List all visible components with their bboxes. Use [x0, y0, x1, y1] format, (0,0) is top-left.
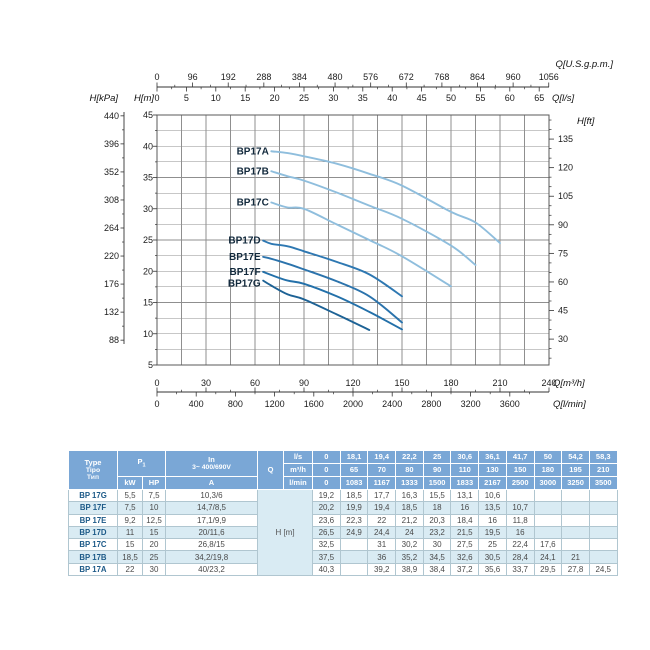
- head-value-8: 24,1: [534, 551, 562, 563]
- head-value-9: 21: [562, 551, 590, 563]
- svg-text:90: 90: [298, 378, 310, 388]
- hp-value: 7,5: [143, 490, 166, 502]
- head-value-0: 32,5: [313, 539, 341, 551]
- svg-text:0: 0: [154, 93, 160, 103]
- q-ls-6: 36,1: [479, 451, 507, 464]
- head-value-4: 34,5: [423, 551, 451, 563]
- kw-value: 18,5: [118, 551, 143, 563]
- svg-text:120: 120: [558, 162, 574, 173]
- svg-text:150: 150: [394, 378, 410, 388]
- head-value-9: [562, 502, 590, 514]
- svg-text:576: 576: [363, 72, 379, 82]
- q-lmin-0: 0: [313, 477, 341, 490]
- svg-text:45: 45: [558, 305, 569, 316]
- spec-row-bp-17g: [69, 490, 618, 502]
- q-m3h-4: 90: [423, 464, 451, 477]
- head-value-4: 23,2: [423, 526, 451, 538]
- svg-text:864: 864: [469, 72, 486, 82]
- hp-value: 25: [143, 551, 166, 563]
- q-m3h-10: 210: [589, 464, 617, 477]
- spec-row-bp-17e: [69, 514, 618, 526]
- q-ls-3: 22,2: [396, 451, 424, 464]
- head-value-7: 28,4: [506, 551, 534, 563]
- head-value-6: 16: [479, 514, 507, 526]
- head-value-4: 38,4: [423, 563, 451, 575]
- corner-type-header: Type Tipo Тип: [69, 451, 118, 490]
- head-value-3: 38,9: [396, 563, 424, 575]
- head-value-4: 30: [423, 539, 451, 551]
- axis-title-m: H[m]: [133, 93, 154, 104]
- svg-text:5: 5: [183, 93, 189, 103]
- svg-text:352: 352: [103, 166, 119, 177]
- svg-text:384: 384: [291, 72, 307, 82]
- head-value-1: [340, 539, 368, 551]
- q-ls-5: 30,6: [451, 451, 479, 464]
- svg-text:30: 30: [328, 93, 339, 103]
- q-ls-9: 54,2: [562, 451, 590, 464]
- head-value-10: [589, 514, 617, 526]
- head-value-0: 40,3: [313, 563, 341, 575]
- q-lmin-9: 3250: [562, 477, 590, 490]
- head-value-0: 37,5: [313, 551, 341, 563]
- head-value-1: 22,3: [340, 514, 368, 526]
- kw-value: 7,5: [118, 502, 143, 514]
- svg-text:400: 400: [188, 399, 204, 409]
- head-value-9: [562, 490, 590, 502]
- head-value-0: 26,5: [313, 526, 341, 538]
- head-value-6: 19,5: [479, 526, 507, 538]
- svg-text:288: 288: [256, 72, 272, 82]
- svg-text:25: 25: [298, 93, 310, 103]
- head-value-9: 27,8: [562, 563, 590, 575]
- svg-text:30: 30: [142, 203, 153, 214]
- head-value-3: 30,2: [396, 539, 424, 551]
- svg-text:176: 176: [103, 279, 119, 290]
- q-m3h-1: 65: [340, 464, 368, 477]
- svg-text:20: 20: [142, 266, 153, 277]
- svg-text:180: 180: [443, 378, 459, 388]
- svg-text:55: 55: [475, 93, 486, 103]
- pump-type: BP 17G: [69, 490, 118, 502]
- svg-text:1056: 1056: [538, 72, 559, 82]
- head-value-2: 31: [368, 539, 396, 551]
- hp-value: 30: [143, 563, 166, 575]
- svg-text:35: 35: [357, 93, 368, 103]
- kw-header: kW: [118, 477, 143, 490]
- head-value-2: 22: [368, 514, 396, 526]
- ampere-value: 14,7/8,5: [166, 502, 258, 514]
- hp-value: 12,5: [143, 514, 166, 526]
- chart-grid: [157, 115, 549, 365]
- svg-text:192: 192: [220, 72, 236, 82]
- svg-text:3600: 3600: [499, 399, 520, 409]
- pump-type: BP 17D: [69, 526, 118, 538]
- svg-text:1200: 1200: [264, 399, 285, 409]
- svg-text:960: 960: [505, 72, 521, 82]
- head-value-5: 16: [451, 502, 479, 514]
- curve-BP17D: [263, 241, 402, 297]
- head-value-7: 22,4: [506, 539, 534, 551]
- svg-text:75: 75: [558, 248, 569, 259]
- svg-text:105: 105: [558, 191, 574, 202]
- svg-text:25: 25: [142, 235, 153, 245]
- head-value-2: 19,4: [368, 502, 396, 514]
- head-value-9: [562, 514, 590, 526]
- head-value-2: 36: [368, 551, 396, 563]
- q-m3h-3: 80: [396, 464, 424, 477]
- svg-text:15: 15: [240, 93, 251, 103]
- ampere-value: 10,3/6: [166, 490, 258, 502]
- chart-axes: [104, 72, 573, 409]
- axis-title-ft: H[ft]: [577, 116, 595, 127]
- head-value-8: 17,6: [534, 539, 562, 551]
- q-lmin-8: 3000: [534, 477, 562, 490]
- svg-text:308: 308: [103, 194, 119, 205]
- unit-lmin: l/min: [284, 477, 313, 490]
- svg-text:480: 480: [327, 72, 343, 82]
- svg-text:240: 240: [541, 378, 557, 388]
- head-value-0: 19,2: [313, 490, 341, 502]
- head-value-8: [534, 514, 562, 526]
- pump-type: BP 17A: [69, 563, 118, 575]
- ampere-value: 26,8/15: [166, 539, 258, 551]
- hp-value: 10: [143, 502, 166, 514]
- svg-text:96: 96: [187, 72, 198, 82]
- curve-label-BP17A: BP17A: [236, 146, 269, 158]
- head-value-10: [589, 526, 617, 538]
- head-value-8: [534, 526, 562, 538]
- pump-type: BP 17F: [69, 502, 118, 514]
- svg-text:60: 60: [504, 93, 515, 103]
- q-m3h-2: 70: [368, 464, 396, 477]
- curve-label-BP17D: BP17D: [228, 235, 261, 247]
- axis-title-m3h: Q[m³/h]: [553, 378, 585, 389]
- q-header: Q: [258, 451, 284, 490]
- svg-text:30: 30: [200, 378, 212, 388]
- svg-text:210: 210: [492, 378, 508, 388]
- q-ls-7: 41,7: [506, 451, 534, 464]
- q-m3h-0: 0: [313, 464, 341, 477]
- q-lmin-7: 2500: [506, 477, 534, 490]
- svg-text:0: 0: [154, 378, 160, 388]
- axis-titles: [89, 59, 613, 410]
- head-value-7: 11,8: [506, 514, 534, 526]
- specification-table: [68, 450, 618, 576]
- svg-text:120: 120: [345, 378, 361, 388]
- hp-value: 20: [143, 539, 166, 551]
- head-value-10: [589, 490, 617, 502]
- head-value-2: 39,2: [368, 563, 396, 575]
- head-value-1: 24,9: [340, 526, 368, 538]
- head-value-5: 21,5: [451, 526, 479, 538]
- q-m3h-7: 150: [506, 464, 534, 477]
- pump-type: BP 17E: [69, 514, 118, 526]
- pump-type: BP 17C: [69, 539, 118, 551]
- curve-label-BP17B: BP17B: [236, 166, 269, 178]
- svg-text:1600: 1600: [303, 399, 324, 409]
- svg-text:800: 800: [227, 399, 243, 409]
- svg-text:50: 50: [445, 93, 457, 103]
- svg-text:60: 60: [249, 378, 261, 388]
- q-ls-10: 58,3: [589, 451, 617, 464]
- curve-BP17A: [271, 151, 500, 243]
- svg-text:45: 45: [416, 93, 427, 103]
- current-header: In 3~ 400/690V: [166, 451, 258, 477]
- svg-text:3200: 3200: [460, 399, 481, 409]
- svg-text:35: 35: [142, 172, 153, 183]
- head-value-3: 18,5: [396, 502, 424, 514]
- svg-text:40: 40: [387, 93, 398, 103]
- svg-text:10: 10: [142, 328, 153, 339]
- head-value-8: 29,5: [534, 563, 562, 575]
- svg-text:0: 0: [154, 399, 160, 409]
- svg-text:135: 135: [558, 134, 574, 145]
- q-ls-2: 19,4: [368, 451, 396, 464]
- head-value-5: 18,4: [451, 514, 479, 526]
- kw-value: 5,5: [118, 490, 143, 502]
- head-value-5: 32,6: [451, 551, 479, 563]
- curve-label-BP17C: BP17C: [236, 197, 269, 209]
- head-value-3: 24: [396, 526, 424, 538]
- head-value-3: 16,3: [396, 490, 424, 502]
- svg-text:20: 20: [269, 93, 280, 103]
- head-value-8: [534, 502, 562, 514]
- head-value-10: [589, 502, 617, 514]
- spec-row-bp-17a: [69, 563, 618, 575]
- svg-text:2400: 2400: [382, 399, 403, 409]
- svg-text:440: 440: [103, 110, 119, 121]
- q-m3h-6: 130: [479, 464, 507, 477]
- head-value-7: 33,7: [506, 563, 534, 575]
- head-value-7: 10,7: [506, 502, 534, 514]
- head-value-8: [534, 490, 562, 502]
- svg-text:30: 30: [558, 334, 569, 345]
- q-m3h-5: 110: [451, 464, 479, 477]
- curve-BP17C: [271, 203, 451, 287]
- kw-value: 22: [118, 563, 143, 575]
- q-lmin-2: 1167: [368, 477, 396, 490]
- ampere-value: 40/23,2: [166, 563, 258, 575]
- axis-title-ls: Q[l/s]: [552, 93, 575, 104]
- svg-text:5: 5: [147, 360, 153, 370]
- head-value-10: [589, 539, 617, 551]
- head-value-2: 24,4: [368, 526, 396, 538]
- pump-type: BP 17B: [69, 551, 118, 563]
- head-value-3: 35,2: [396, 551, 424, 563]
- spec-table: [68, 450, 618, 576]
- unit-ls: l/s: [284, 451, 313, 464]
- svg-text:220: 220: [103, 251, 119, 262]
- head-value-0: 20,2: [313, 502, 341, 514]
- ampere-value: 17,1/9,9: [166, 514, 258, 526]
- q-m3h-9: 195: [562, 464, 590, 477]
- q-lmin-6: 2167: [479, 477, 507, 490]
- q-ls-0: 0: [313, 451, 341, 464]
- svg-text:2800: 2800: [421, 399, 442, 409]
- ampere-value: 34,2/19,8: [166, 551, 258, 563]
- head-value-7: 16: [506, 526, 534, 538]
- head-value-1: [340, 551, 368, 563]
- head-value-6: 10,6: [479, 490, 507, 502]
- svg-text:672: 672: [398, 72, 414, 82]
- q-m3h-8: 180: [534, 464, 562, 477]
- q-lmin-5: 1833: [451, 477, 479, 490]
- head-unit-cell: H [m]: [258, 490, 313, 576]
- svg-text:396: 396: [103, 138, 119, 149]
- head-value-5: 37,2: [451, 563, 479, 575]
- head-value-6: 35,6: [479, 563, 507, 575]
- svg-text:2000: 2000: [342, 399, 364, 409]
- unit-m3h: m³/h: [284, 464, 313, 477]
- head-value-0: 23,6: [313, 514, 341, 526]
- head-value-9: [562, 526, 590, 538]
- hp-header: HP: [143, 477, 166, 490]
- svg-text:45: 45: [142, 110, 153, 120]
- head-value-6: 30,5: [479, 551, 507, 563]
- head-value-4: 18: [423, 502, 451, 514]
- head-value-10: [589, 551, 617, 563]
- head-value-6: 13,5: [479, 502, 507, 514]
- axis-title-usgpm: Q[U.S.g.p.m.]: [555, 59, 613, 70]
- ampere-header: A: [166, 477, 258, 490]
- svg-text:40: 40: [142, 141, 153, 152]
- svg-text:132: 132: [103, 307, 119, 318]
- curve-label-BP17F: BP17F: [229, 266, 261, 278]
- curve-label-BP17G: BP17G: [227, 278, 261, 290]
- svg-text:88: 88: [108, 335, 119, 346]
- kw-value: 9,2: [118, 514, 143, 526]
- p1-header: $P_1$: [118, 451, 166, 477]
- svg-text:65: 65: [534, 93, 545, 103]
- head-value-6: 25: [479, 539, 507, 551]
- axis-title-kpa: H[kPa]: [89, 93, 118, 104]
- head-value-3: 21,2: [396, 514, 424, 526]
- head-value-9: [562, 539, 590, 551]
- q-lmin-1: 1083: [340, 477, 368, 490]
- head-value-5: 27,5: [451, 539, 479, 551]
- curve-label-BP17E: BP17E: [228, 251, 261, 263]
- spec-row-bp-17b: [69, 551, 618, 563]
- head-value-1: 19,9: [340, 502, 368, 514]
- q-ls-8: 50: [534, 451, 562, 464]
- head-value-5: 13,1: [451, 490, 479, 502]
- q-ls-4: 25: [423, 451, 451, 464]
- svg-text:0: 0: [154, 72, 160, 82]
- head-value-7: [506, 490, 534, 502]
- svg-text:15: 15: [142, 297, 153, 308]
- head-value-1: [340, 563, 368, 575]
- spec-row-bp-17d: [69, 526, 618, 538]
- svg-text:60: 60: [558, 276, 569, 287]
- svg-text:264: 264: [103, 222, 119, 233]
- head-value-2: 17,7: [368, 490, 396, 502]
- svg-text:90: 90: [558, 219, 569, 230]
- q-ls-1: 18,1: [340, 451, 368, 464]
- hp-value: 15: [143, 526, 166, 538]
- svg-text:768: 768: [434, 72, 450, 82]
- q-lmin-10: 3500: [589, 477, 617, 490]
- spec-row-bp-17c: [69, 539, 618, 551]
- head-value-4: 20,3: [423, 514, 451, 526]
- kw-value: 11: [118, 526, 143, 538]
- kw-value: 15: [118, 539, 143, 551]
- ampere-value: 20/11,6: [166, 526, 258, 538]
- axis-title-lmin: Q[l/min]: [553, 399, 586, 410]
- head-value-10: 24,5: [589, 563, 617, 575]
- q-lmin-4: 1500: [423, 477, 451, 490]
- q-lmin-3: 1333: [396, 477, 424, 490]
- head-value-4: 15,5: [423, 490, 451, 502]
- head-value-1: 18,5: [340, 490, 368, 502]
- spec-row-bp-17f: [69, 502, 618, 514]
- svg-text:10: 10: [210, 93, 221, 103]
